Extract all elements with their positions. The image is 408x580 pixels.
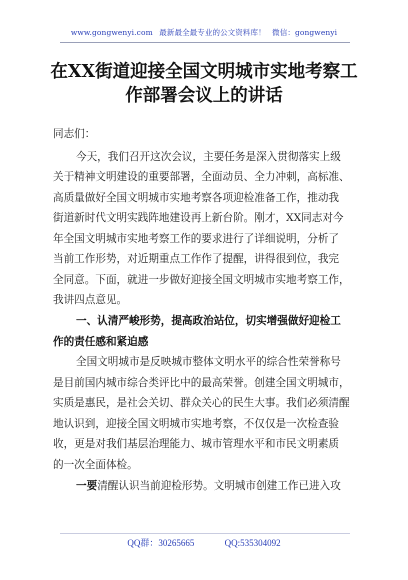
section-heading-line: 作的责任感和紧迫感 (53, 336, 149, 348)
header-divider (60, 42, 350, 43)
paragraph-line: 地认识到，迎接全国文明城市实地考察，不仅仅是一次检查验 (53, 418, 340, 430)
paragraph-line: 今天，我们召开这次会议，主要任务是深入贯彻落实上级 (76, 151, 341, 163)
paragraph-line (76, 480, 341, 493)
page-footer (0, 536, 408, 549)
footer-qq-group: QQ群：30265665 (127, 538, 195, 548)
paragraph-line: 高质量做好全国文明城市实地考察各项迎检准备工作，推动我 (53, 192, 340, 204)
header-wechat: 微信：gongwenyi (272, 28, 338, 37)
paragraph-line: 我讲四点意见。 (53, 294, 128, 306)
paragraph-line: 关于精神文明建设的重要部署，全面动员、全力冲刺，高标准、 (53, 171, 350, 183)
paragraph-line: 街道新时代文明实践阵地建设再上新台阶。刚才，XX同志对今 (53, 212, 344, 224)
header-site[interactable]: www.gongwenyi.com (70, 28, 153, 37)
page-header (0, 27, 408, 38)
paragraph-line: 收，更是对我们基层治理能力、城市管理水平和市民文明素质 (53, 438, 340, 450)
paragraph-line: 是目前国内城市综合类评比中的最高荣誉。创建全国文明城市， (53, 377, 350, 389)
paragraph-line: 年全国文明城市实地考察工作的要求进行了详细说明，分析了 (53, 233, 340, 245)
section-heading-line: 一、认清严峻形势，提高政治站位，切实增强做好迎检工 (76, 315, 341, 327)
document-title: 在XX街道迎接全国文明城市实地考察工作部署会议上的讲话 (50, 62, 358, 106)
paragraph-line: 同志们： (53, 128, 96, 140)
paragraph-line: 全同意。下面，就进一步做好迎接全国文明城市实地考察工作， (53, 274, 350, 286)
lead-emphasis: 一要 (76, 480, 98, 492)
header-slogan: 最新最全最专业的公文资料库！ (159, 28, 266, 37)
paragraph-line: 的一次全面体检。 (53, 459, 138, 471)
paragraph-line: 当前工作形势，对近期重点工作作了提醒，讲得很到位，我完 (53, 253, 340, 265)
footer-divider (60, 533, 350, 534)
paragraph-line: 全国文明城市是反映城市整体文明水平的综合性荣誉称号 (76, 356, 341, 368)
paragraph-line: 实质是惠民，是社会关切、群众关心的民生大事。我们必须清醒 (53, 397, 350, 409)
footer-qq: QQ:535304092 (224, 538, 281, 548)
line-text: 清醒认识当前迎检形势。文明城市创建工作已进入攻 (97, 480, 341, 492)
